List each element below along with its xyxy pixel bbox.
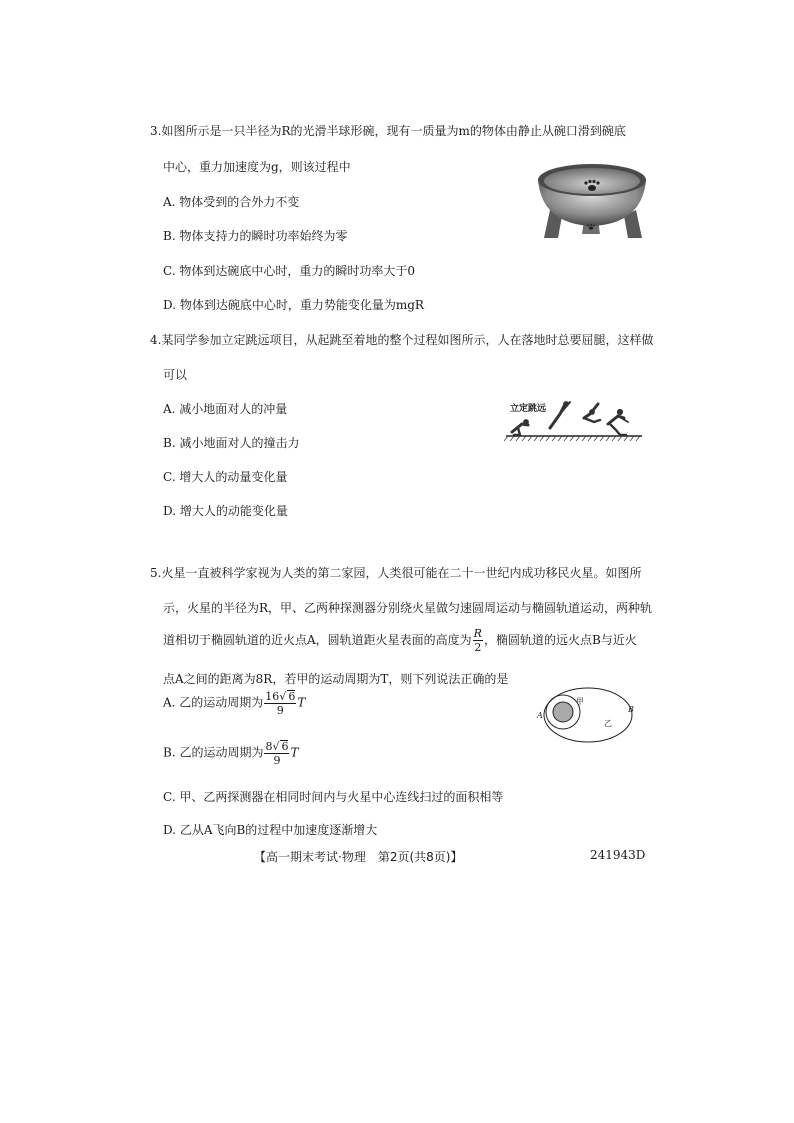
q5-option-a-suffix: T: [297, 695, 306, 710]
jumper-crouch: [512, 420, 528, 435]
q5-stem-line4: 点A之间的距离为8R，若甲的运动周期为T，则下列说法正确的是: [163, 672, 509, 686]
q3-option-b: B. 物体支持力的瞬时功率始终为零: [163, 229, 348, 243]
q4-stem-line1: [150, 331, 653, 348]
q5-option-b-prefix: B. 乙的运动周期为: [163, 745, 264, 760]
q4-number: 4.: [150, 333, 162, 347]
q5-stem-text3a: 道相切于椭圆轨道的近火点A，圆轨道距火星表面的高度为: [163, 633, 472, 647]
q3-option-d: D. 物体到达碗底中心时，重力势能变化量为mgR: [163, 298, 424, 312]
q5-stem-text3b: ，椭圆轨道的远火点B与近火: [483, 633, 637, 647]
jumper-flight: [584, 404, 600, 422]
probe-jia-label: 甲: [576, 697, 584, 706]
q5-stem-line1: [150, 564, 641, 581]
q5-option-b: [163, 740, 298, 766]
q4-stem-text1: 某同学参加立定跳远项目，从起跳至着地的整个过程如图所示，人在落地时总要屈腿，这样做: [161, 333, 654, 347]
q5-option-a-prefix: A. 乙的运动周期为: [163, 695, 264, 710]
sqrt-icon: √: [279, 690, 287, 703]
mars-planet: [553, 702, 573, 722]
q3-number: 3.: [150, 124, 162, 138]
point-a-label: A: [537, 711, 543, 720]
q5-option-a: [163, 690, 305, 716]
probe-yi-label: 乙: [604, 719, 612, 728]
exam-code: 241943D: [590, 848, 646, 862]
option-b-coef: 8: [265, 740, 273, 753]
q4-option-d: D. 增大人的动能变化量: [163, 504, 288, 518]
q4-option-c: C. 增大人的动量变化量: [163, 470, 288, 484]
jump-figure-label: 立定跳远: [510, 404, 547, 414]
q3-option-a: A. 物体受到的合外力不变: [163, 195, 300, 209]
q3-stem-text1: 如图所示是一只半径为R的光滑半球形碗，现有一质量为m的物体由静止从碗口滑到碗底: [161, 124, 626, 138]
option-a-fraction-num: [264, 690, 296, 704]
q5-stem-text1: 火星一直被科学家视为人类的第二家园，人类很可能在二十一世纪内成功移民火星。如图所: [161, 566, 642, 580]
long-jump-figure: [504, 398, 644, 446]
option-b-fraction-den: 9: [273, 754, 281, 767]
page-footer: 【高一期末考试·物理 第2页(共8页)】: [254, 850, 463, 864]
q5-stem-line3: [163, 628, 637, 653]
height-fraction-num: R: [473, 627, 482, 640]
q3-option-c: C. 物体到达碗底中心时，重力的瞬时功率大于0: [163, 264, 416, 278]
sqrt-icon: √: [272, 740, 280, 753]
height-fraction: [473, 628, 483, 653]
option-b-fraction-num: [264, 740, 289, 754]
orbit-figure: [534, 684, 634, 746]
q4-option-a: A. 减小地面对人的冲量: [163, 402, 288, 416]
option-a-radicand: 6: [288, 690, 296, 703]
point-b-label: B: [628, 705, 634, 714]
q4-stem-line2: 可以: [163, 368, 188, 382]
q5-option-b-suffix: T: [290, 745, 299, 760]
q5-option-d: D. 乙从A飞向B的过程中加速度逐渐增大: [163, 823, 378, 837]
bowl-figure: [532, 158, 652, 242]
height-fraction-den: 2: [474, 641, 482, 654]
option-b-radicand: 6: [281, 740, 289, 753]
q5-stem-line2: 示，火星的半径为R，甲、乙两种探测器分别绕火星做匀速圆周运动与椭圆轨道运动，两种轨: [163, 601, 653, 615]
q3-stem-line1: [150, 122, 626, 139]
option-a-fraction: [264, 690, 296, 716]
q5-option-c: C. 甲、乙两探测器在相同时间内与火星中心连线扫过的面积相等: [163, 790, 504, 804]
q4-option-b: B. 减小地面对人的撞击力: [163, 436, 300, 450]
option-a-coef: 16: [265, 690, 280, 703]
option-a-fraction-den: 9: [276, 704, 284, 717]
q5-number: 5.: [150, 566, 162, 580]
jumper-landing: [608, 409, 628, 435]
q3-stem-line2: 中心，重力加速度为g，则该过程中: [163, 160, 351, 174]
jumper-takeoff: [550, 402, 570, 428]
option-b-fraction: [264, 740, 289, 766]
